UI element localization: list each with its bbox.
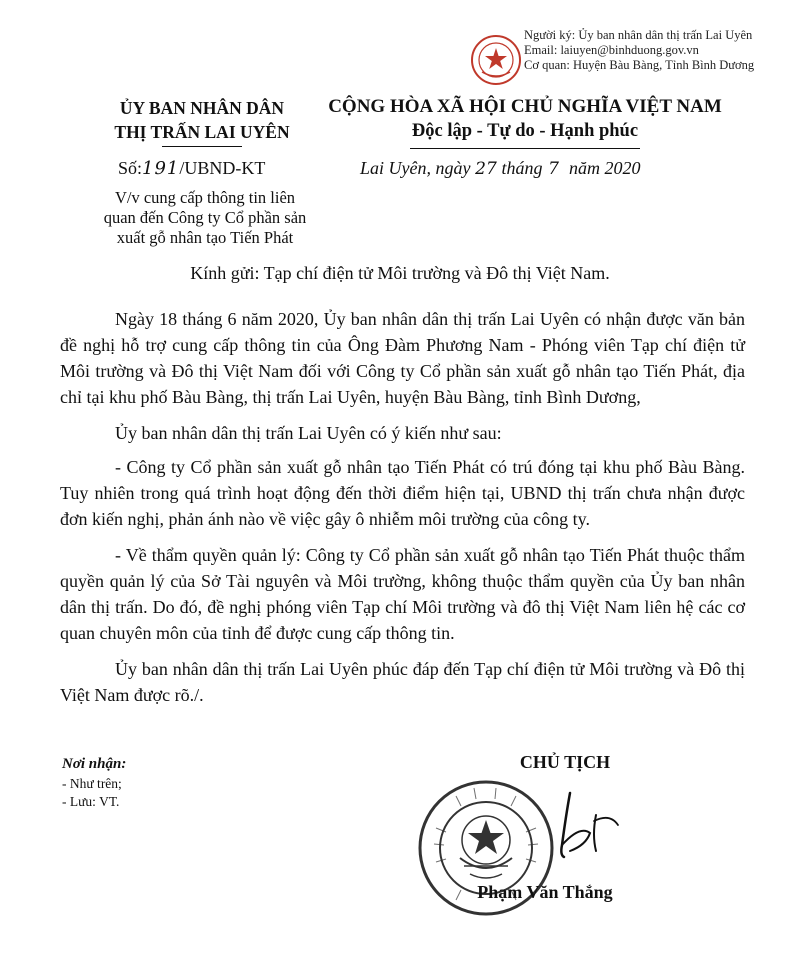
recipient-line: Kính gửi: Tạp chí điện tử Môi trường và Đô thị Việt Nam. <box>190 263 610 283</box>
org-line1: ỦY BAN NHÂN DÂN <box>119 98 285 118</box>
handwritten-signature-icon <box>540 785 630 865</box>
document-body <box>60 306 745 718</box>
issuing-organization <box>92 96 312 147</box>
document-subject <box>60 188 350 248</box>
org-line2: THỊ TRẤN LAI UYÊN <box>114 122 290 142</box>
digital-signature-info <box>524 28 796 73</box>
org-underline <box>162 146 242 147</box>
docno-suffix: /UBND-KT <box>179 158 266 178</box>
digital-signature-agency: Cơ quan: Huyện Bàu Bàng, Tỉnh Bình Dương <box>524 58 755 72</box>
digital-signature-seal-icon <box>470 34 522 86</box>
nation-name: CỘNG HÒA XÃ HỘI CHỦ NGHĨA VIỆT NAM <box>328 96 722 117</box>
date-month-word: tháng <box>501 158 543 178</box>
recipients-item-1: - Như trên; <box>62 776 122 791</box>
document-number <box>118 158 265 179</box>
signer-name: Phạm Văn Thắng <box>477 882 613 902</box>
nation-motto: Độc lập - Tự do - Hạnh phúc <box>411 121 639 141</box>
recipients-title: Nơi nhận: <box>62 756 127 772</box>
body-paragraph-4: - Về thẩm quyền quản lý: Công ty Cổ phần sản xuất gỗ nhân tạo Tiến Phát thuộc thẩm quyền quản lý của Sở Tài nguyên và Môi trường, không thuộc thẩm quyền của Ủy ban nhân dân thị trấn. Do đó, đề nghị phóng viên Tạp chí Môi trường và đô thị Việt Nam liên hệ các cơ quan chuyên môn của tỉnh để được cung cấp thông tin. <box>60 545 745 643</box>
national-header <box>305 94 745 149</box>
recipients-item-2: - Lưu: VT. <box>62 794 120 809</box>
body-paragraph-2: Ủy ban nhân dân thị trấn Lai Uyên có ý kiến như sau: <box>115 423 502 443</box>
subject-line2: quan đến Công ty Cổ phần sản <box>103 208 307 227</box>
date-month: 7 <box>548 159 559 179</box>
docno-handwritten-number: 191 <box>142 158 180 179</box>
motto-underline <box>410 148 640 149</box>
signer-title: CHỦ TỊCH <box>519 752 611 772</box>
body-paragraph-3: - Công ty Cổ phần sản xuất gỗ nhân tạo Tiến Phát có trú đóng tại khu phố Bàu Bàng. Tuy nhiên trong quá trình hoạt động đến thời điểm hiện tại, UBND thị trấn chưa nhận được đơn kiến nghị, phản ánh nào về việc gây ô nhiễm môi trường của công ty. <box>60 457 745 529</box>
subject-line3: xuất gỗ nhân tạo Tiến Phát <box>116 228 294 247</box>
digital-signature-email: Email: laiuyen@binhduong.gov.vn <box>524 43 699 57</box>
date-prefix: Lai Uyên, ngày <box>360 158 471 178</box>
body-paragraph-1: Ngày 18 tháng 6 năm 2020, Ủy ban nhân dân thị trấn Lai Uyên có nhận được văn bản đề nghị hỗ trợ cung cấp thông tin của Ông Đàm Phương Nam - Phóng viên Tạp chí điện tử Môi trường và Đô thị Việt Nam đối với Công ty Cổ phần sản xuất gỗ nhân tạo Tiến Phát, địa chỉ tại khu phố Bàu Bàng, thị trấn Lai Uyên, huyện Bàu Bàng, tỉnh Bình Dương, <box>60 309 745 407</box>
subject-line1: V/v cung cấp thông tin liên <box>114 188 296 207</box>
place-date <box>360 158 641 179</box>
date-year: năm 2020 <box>569 158 641 178</box>
date-day: 27 <box>475 159 497 179</box>
docno-prefix: Số: <box>118 158 143 178</box>
body-paragraph-5: Ủy ban nhân dân thị trấn Lai Uyên phúc đáp đến Tạp chí điện tử Môi trường và Đô thị Việt Nam được rõ./. <box>60 659 745 705</box>
recipients-list <box>62 755 126 811</box>
digital-signature-signer: Người ký: Ủy ban nhân dân thị trấn Lai Uyên <box>524 28 753 42</box>
